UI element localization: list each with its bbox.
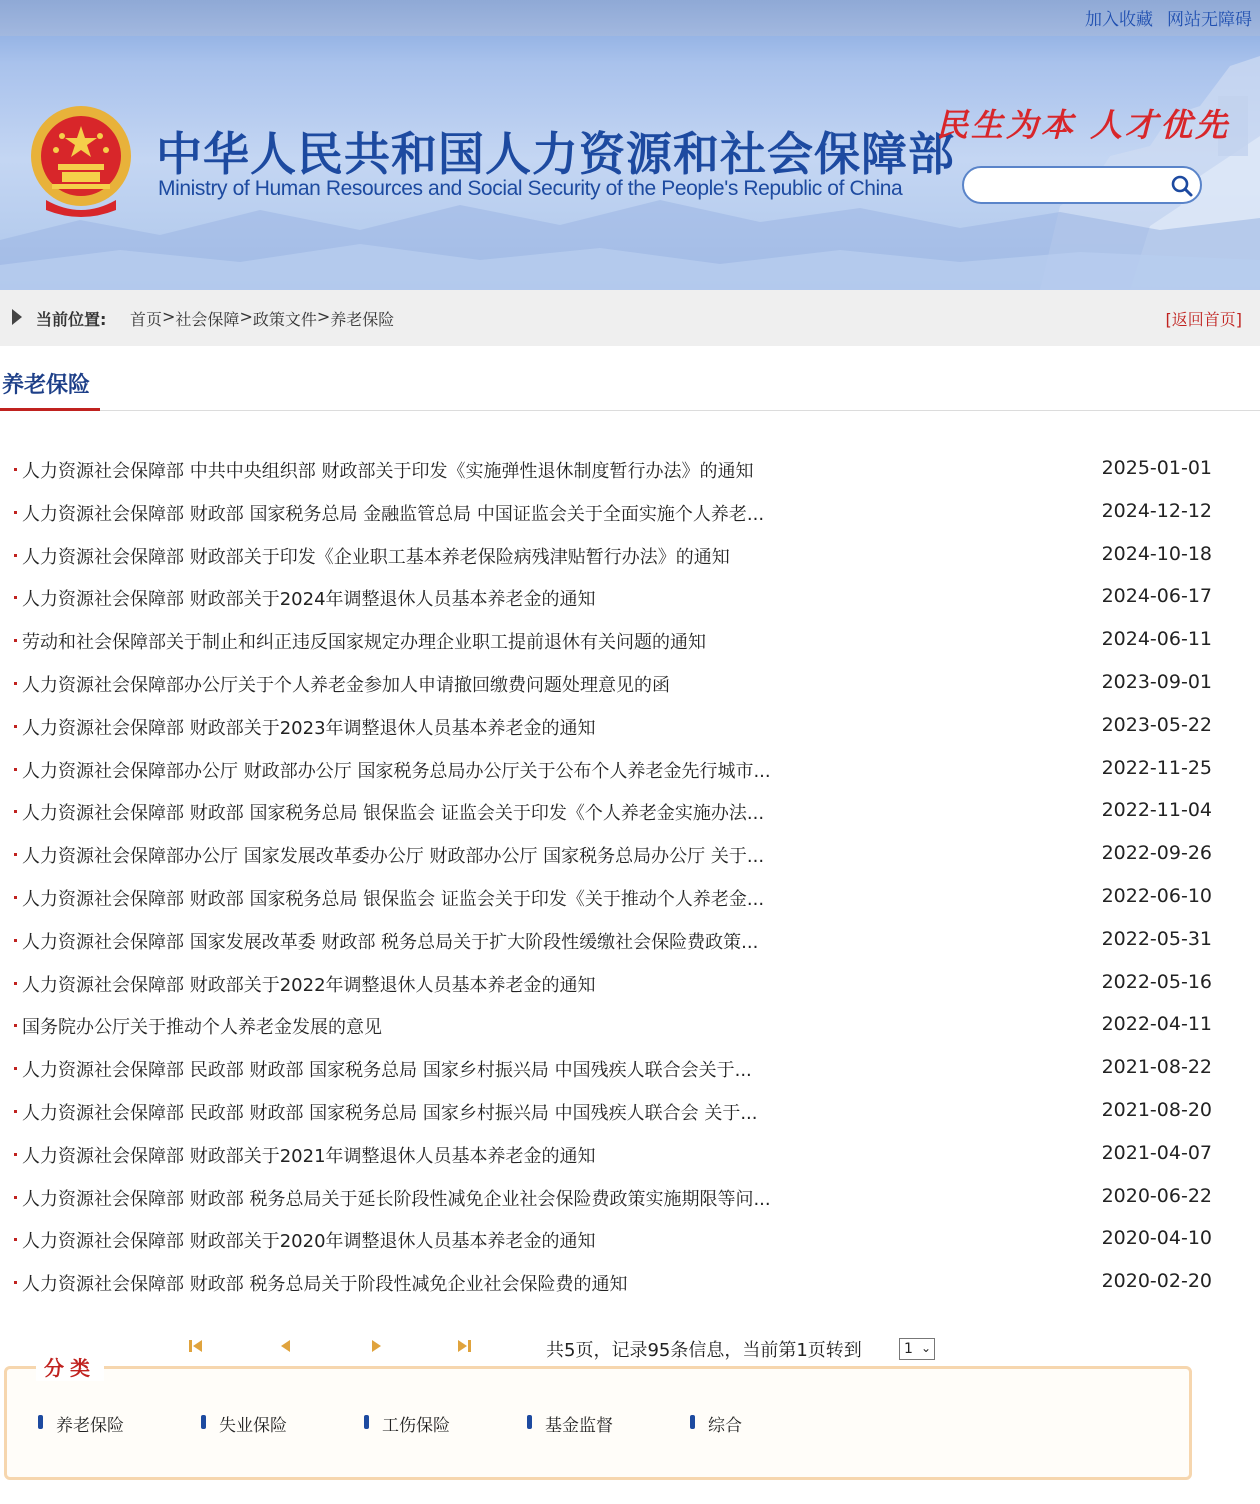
back-home-link[interactable]: [返回首页]	[1165, 310, 1242, 329]
category-label: 基金监督	[545, 1416, 613, 1436]
category-label: 工伤保险	[382, 1416, 450, 1436]
top-bar	[0, 0, 1260, 36]
article-date: 2022-05-31	[1101, 927, 1212, 950]
list-item	[0, 1261, 1260, 1304]
bullet-icon	[14, 1153, 17, 1156]
list-item	[0, 1133, 1260, 1176]
category-marker-icon	[527, 1415, 532, 1429]
article-date: 2025-01-01	[1101, 457, 1212, 479]
article-list	[0, 448, 1260, 1304]
article-link[interactable]: 人力资源社会保障部 财政部 国家税务总局 银保监会 证监会关于印发《关于推动个人养老金...	[22, 888, 765, 910]
article-date: 2022-05-16	[1101, 970, 1212, 993]
article-date: 2022-11-25	[1101, 756, 1212, 779]
article-link[interactable]: 人力资源社会保障部办公厅 财政部办公厅 国家税务总局办公厅关于公布个人养老金先行城市...	[22, 760, 771, 782]
breadcrumb-path	[130, 307, 394, 330]
category-general[interactable]	[688, 1410, 851, 1434]
bullet-icon	[14, 596, 17, 599]
article-link[interactable]: 人力资源社会保障部 财政部关于2024年调整退休人员基本养老金的通知	[22, 589, 596, 611]
bullet-icon	[14, 1281, 17, 1284]
list-item	[0, 1004, 1260, 1047]
list-item	[0, 1047, 1260, 1090]
article-link[interactable]: 人力资源社会保障部 财政部关于印发《企业职工基本养老保险病残津贴暂行办法》的通知	[22, 546, 730, 568]
list-item	[0, 619, 1260, 662]
article-date: 2021-08-20	[1101, 1098, 1212, 1121]
category-title: 分类	[36, 1352, 104, 1381]
article-link[interactable]: 人力资源社会保障部 财政部关于2020年调整退休人员基本养老金的通知	[22, 1231, 596, 1253]
breadcrumb-arrow-icon	[12, 309, 22, 325]
list-item	[0, 919, 1260, 962]
article-link[interactable]: 人力资源社会保障部办公厅关于个人养老金参加人申请撤回缴费问题处理意见的函	[22, 674, 670, 696]
bullet-icon	[14, 1024, 17, 1027]
article-date: 2024-06-17	[1101, 585, 1212, 608]
bullet-icon	[14, 468, 17, 471]
search-input[interactable]	[978, 174, 1168, 198]
list-item	[0, 448, 1260, 491]
category-unemployment[interactable]	[199, 1410, 362, 1434]
article-link[interactable]: 人力资源社会保障部 财政部 国家税务总局 银保监会 证监会关于印发《个人养老金实施办法...	[22, 803, 765, 825]
breadcrumb	[0, 290, 1260, 346]
article-date: 2020-04-10	[1101, 1227, 1212, 1250]
bullet-icon	[14, 939, 17, 942]
article-link[interactable]: 劳动和社会保障部关于制止和纠正违反国家规定办理企业职工提前退休有关问题的通知	[22, 632, 706, 654]
breadcrumb-home[interactable]: 首页	[130, 310, 163, 329]
search-icon[interactable]	[1170, 174, 1194, 198]
section-title-underline	[0, 408, 100, 411]
breadcrumb-separator: >	[316, 307, 331, 326]
last-page-icon[interactable]	[454, 1336, 474, 1356]
prev-page-icon[interactable]	[276, 1336, 296, 1356]
bullet-icon	[14, 682, 17, 685]
list-item	[0, 1218, 1260, 1261]
breadcrumb-label: 当前位置:	[36, 310, 107, 329]
article-link[interactable]: 人力资源社会保障部 财政部 税务总局关于阶段性减免企业社会保险费的通知	[22, 1274, 628, 1296]
pagination	[0, 1328, 1260, 1368]
page-title: 养老保险	[2, 373, 91, 398]
article-date: 2023-09-01	[1101, 670, 1212, 693]
breadcrumb-pension[interactable]: 养老保险	[330, 310, 395, 329]
category-list	[36, 1410, 851, 1434]
article-date: 2024-06-11	[1101, 628, 1212, 651]
list-item	[0, 833, 1260, 876]
site-title-cn: 中华人民共和国人力资源和社会保障部	[156, 127, 955, 181]
category-label: 失业保险	[219, 1416, 287, 1436]
breadcrumb-policy-files[interactable]: 政策文件	[252, 310, 317, 329]
article-date: 2020-02-20	[1101, 1270, 1212, 1293]
bullet-icon	[14, 896, 17, 899]
bullet-icon	[14, 725, 17, 728]
breadcrumb-social-security[interactable]: 社会保障	[175, 310, 240, 329]
breadcrumb-separator: >	[239, 307, 253, 326]
bullet-icon	[14, 639, 17, 642]
article-link[interactable]: 人力资源社会保障部 民政部 财政部 国家税务总局 国家乡村振兴局 中国残疾人联合会关于...	[22, 1060, 752, 1082]
bullet-icon	[14, 1110, 17, 1113]
article-date: 2021-04-07	[1101, 1141, 1212, 1164]
bullet-icon	[14, 1238, 17, 1241]
article-link[interactable]: 人力资源社会保障部 财政部关于2022年调整退休人员基本养老金的通知	[22, 974, 596, 996]
article-date: 2020-06-22	[1101, 1184, 1212, 1207]
pagination-summary: 共5页，记录95条信息，当前第1页转到	[546, 1340, 862, 1361]
category-marker-icon	[38, 1415, 43, 1429]
list-item	[0, 662, 1260, 705]
article-date: 2021-08-22	[1101, 1056, 1212, 1079]
list-item	[0, 534, 1260, 577]
breadcrumb-separator: >	[162, 307, 176, 326]
search-box	[962, 166, 1202, 204]
bullet-icon	[14, 1196, 17, 1199]
article-link[interactable]: 人力资源社会保障部 财政部关于2021年调整退休人员基本养老金的通知	[22, 1145, 596, 1167]
list-item	[0, 1090, 1260, 1133]
article-link[interactable]: 人力资源社会保障部 中共中央组织部 财政部关于印发《实施弹性退休制度暂行办法》的通知	[22, 461, 754, 482]
page-select-value: 1	[904, 1341, 913, 1357]
top-links	[1085, 5, 1252, 30]
article-date: 2024-12-12	[1101, 499, 1212, 522]
site-title-en: Ministry of Human Resources and Social Security of the People's Republic of China	[158, 177, 903, 200]
category-pension[interactable]	[36, 1410, 199, 1434]
site-slogan: 民生为本 人才优先	[936, 106, 1231, 144]
category-label: 综合	[708, 1416, 742, 1436]
list-item	[0, 705, 1260, 748]
list-item	[0, 876, 1260, 919]
list-item	[0, 576, 1260, 619]
article-link[interactable]: 人力资源社会保障部 民政部 财政部 国家税务总局 国家乡村振兴局 中国残疾人联合会 关于...	[22, 1102, 758, 1124]
bullet-icon	[14, 810, 17, 813]
list-item	[0, 491, 1260, 534]
category-label: 养老保险	[56, 1416, 124, 1436]
article-link[interactable]: 人力资源社会保障部 财政部 税务总局关于延长阶段性减免企业社会保险费政策实施期限等问...	[22, 1188, 771, 1210]
category-marker-icon	[201, 1415, 206, 1429]
bullet-icon	[14, 511, 17, 514]
list-item	[0, 748, 1260, 791]
article-link[interactable]: 人力资源社会保障部 国家发展改革委 财政部 税务总局关于扩大阶段性缓缴社会保险费政策...	[22, 931, 759, 953]
article-date: 2022-11-04	[1101, 799, 1212, 822]
article-link[interactable]: 人力资源社会保障部办公厅 国家发展改革委办公厅 财政部办公厅 国家税务总局办公厅 关于...	[22, 846, 765, 868]
add-favorite-link[interactable]: 加入收藏	[1085, 10, 1153, 30]
article-link[interactable]: 人力资源社会保障部 财政部 国家税务总局 金融监管总局 中国证监会关于全面实施个人养老...	[22, 503, 765, 525]
list-item	[0, 962, 1260, 1005]
site-header	[0, 0, 1260, 290]
article-date: 2022-04-11	[1101, 1013, 1212, 1036]
bullet-icon	[14, 1067, 17, 1070]
bullet-icon	[14, 982, 17, 985]
first-page-icon[interactable]	[186, 1336, 206, 1356]
article-link[interactable]: 国务院办公厅关于推动个人养老金发展的意见	[22, 1017, 382, 1039]
bullet-icon	[14, 768, 17, 771]
category-marker-icon	[364, 1415, 369, 1429]
page-select[interactable]	[899, 1338, 935, 1360]
article-link[interactable]: 人力资源社会保障部 财政部关于2023年调整退休人员基本养老金的通知	[22, 717, 596, 739]
article-date: 2022-09-26	[1101, 842, 1212, 865]
list-item	[0, 790, 1260, 833]
national-emblem-icon	[28, 100, 134, 218]
section-divider	[0, 410, 1260, 411]
article-date: 2023-05-22	[1101, 713, 1212, 736]
bullet-icon	[14, 853, 17, 856]
bullet-icon	[14, 554, 17, 557]
accessibility-link[interactable]: 网站无障碍	[1167, 10, 1252, 30]
category-work-injury[interactable]	[362, 1410, 525, 1434]
category-fund-supervision[interactable]	[525, 1410, 688, 1434]
category-marker-icon	[690, 1415, 695, 1429]
article-date: 2024-10-18	[1101, 542, 1212, 565]
list-item	[0, 1176, 1260, 1219]
article-date: 2022-06-10	[1101, 884, 1212, 907]
next-page-icon[interactable]	[366, 1336, 386, 1356]
chevron-down-icon: ⌄	[920, 1341, 931, 1355]
